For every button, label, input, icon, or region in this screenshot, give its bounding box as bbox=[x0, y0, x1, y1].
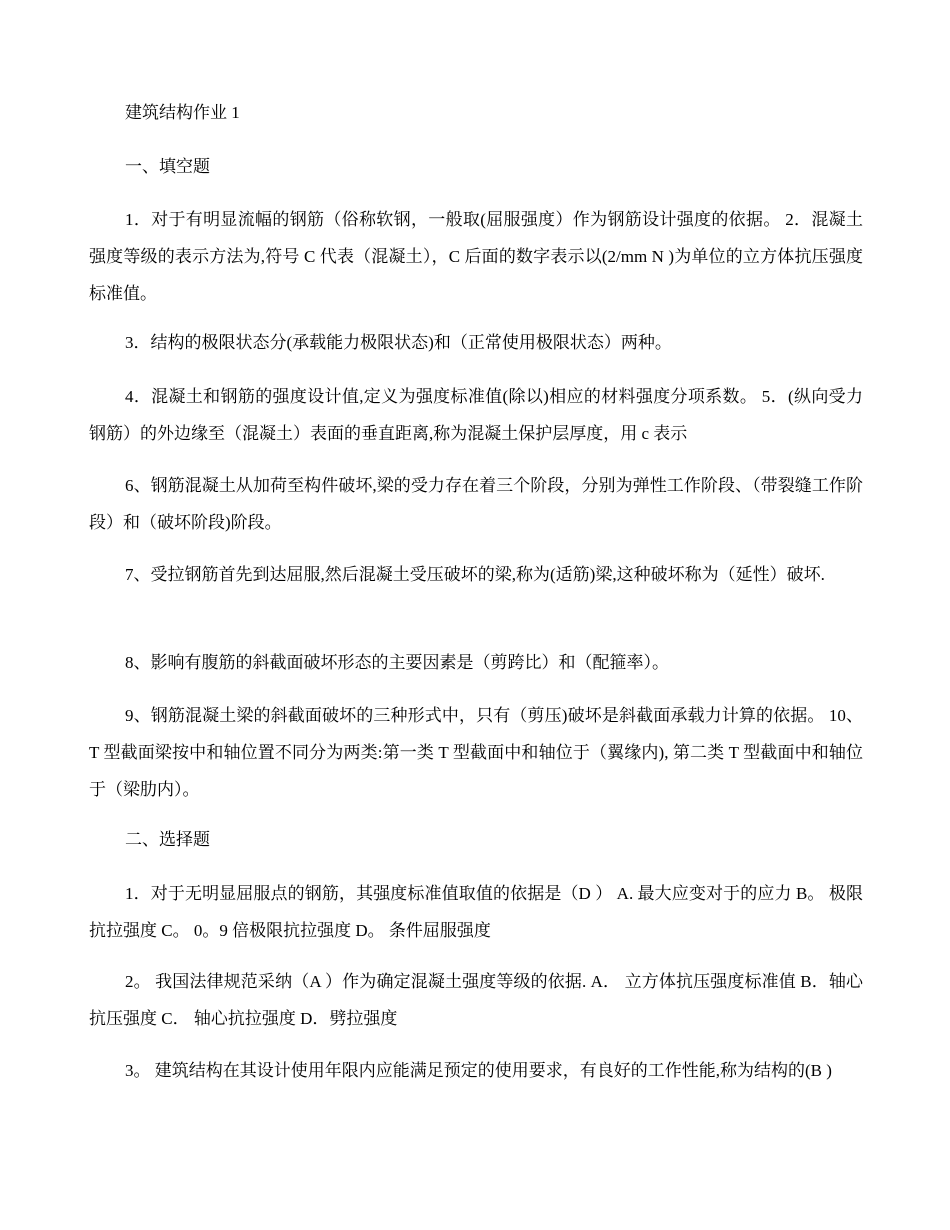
choice-question-2: 2。 我国法律规范采纳（A ）作为确定混凝土强度等级的依据. A． 立方体抗压强度标准值 B．轴心抗压强度 C． 轴心抗拉强度 D．劈拉强度 bbox=[89, 972, 863, 1028]
fill-in-question-4-5: 4．混凝土和钢筋的强度设计值,定义为强度标准值(除以)相应的材料强度分项系数。 5．(纵向受力钢筋）的外边缘至（混凝土）表面的垂直距离,称为混凝土保护层厚度，用 c 表示 bbox=[89, 387, 863, 443]
choice-question-1: 1．对于无明显屈服点的钢筋，其强度标准值取值的依据是（D ） A. 最大应变对于的应力 B。 极限抗拉强度 C。 0。9 倍极限抗拉强度 D。 条件屈服强度 bbox=[89, 884, 863, 940]
document-title: 建筑结构作业 1 bbox=[125, 103, 240, 122]
section-heading-fill-in: 一、填空题 bbox=[125, 157, 210, 176]
choice-question-3: 3。 建筑结构在其设计使用年限内应能满足预定的使用要求，有良好的工作性能,称为结构的(B ) bbox=[125, 1061, 832, 1080]
fill-in-question-6: 6、钢筋混凝土从加荷至构件破坏,梁的受力存在着三个阶段，分别为弹性工作阶段、（带裂缝工作阶段）和（破坏阶段)阶段。 bbox=[89, 476, 863, 532]
fill-in-question-8: 8、影响有腹筋的斜截面破坏形态的主要因素是（剪跨比）和（配箍率）。 bbox=[125, 653, 669, 672]
fill-in-question-3: 3．结构的极限状态分(承载能力极限状态)和（正常使用极限状态）两种。 bbox=[125, 333, 672, 352]
fill-in-question-7: 7、受拉钢筋首先到达屈服,然后混凝土受压破坏的梁,称为(适筋)梁,这种破坏称为（延性）破坏. bbox=[125, 565, 825, 584]
fill-in-question-9-10: 9、钢筋混凝土梁的斜截面破坏的三种形式中，只有（剪压)破坏是斜截面承载力计算的依据。 10、T 型截面梁按中和轴位置不同分为两类:第一类 T 型截面中和轴位于（翼缘内), 第二类 T 型截面中和轴位于（梁肋内）。 bbox=[89, 706, 863, 799]
fill-in-question-1-2: 1．对于有明显流幅的钢筋（俗称软钢，一般取(屈服强度）作为钢筋设计强度的依据。 2．混凝土强度等级的表示方法为,符号 C 代表（混凝土），C 后面的数字表示以(2/mm N )为单位的立方体抗压强度标准值。 bbox=[89, 210, 863, 303]
section-heading-choice: 二、选择题 bbox=[125, 830, 210, 849]
